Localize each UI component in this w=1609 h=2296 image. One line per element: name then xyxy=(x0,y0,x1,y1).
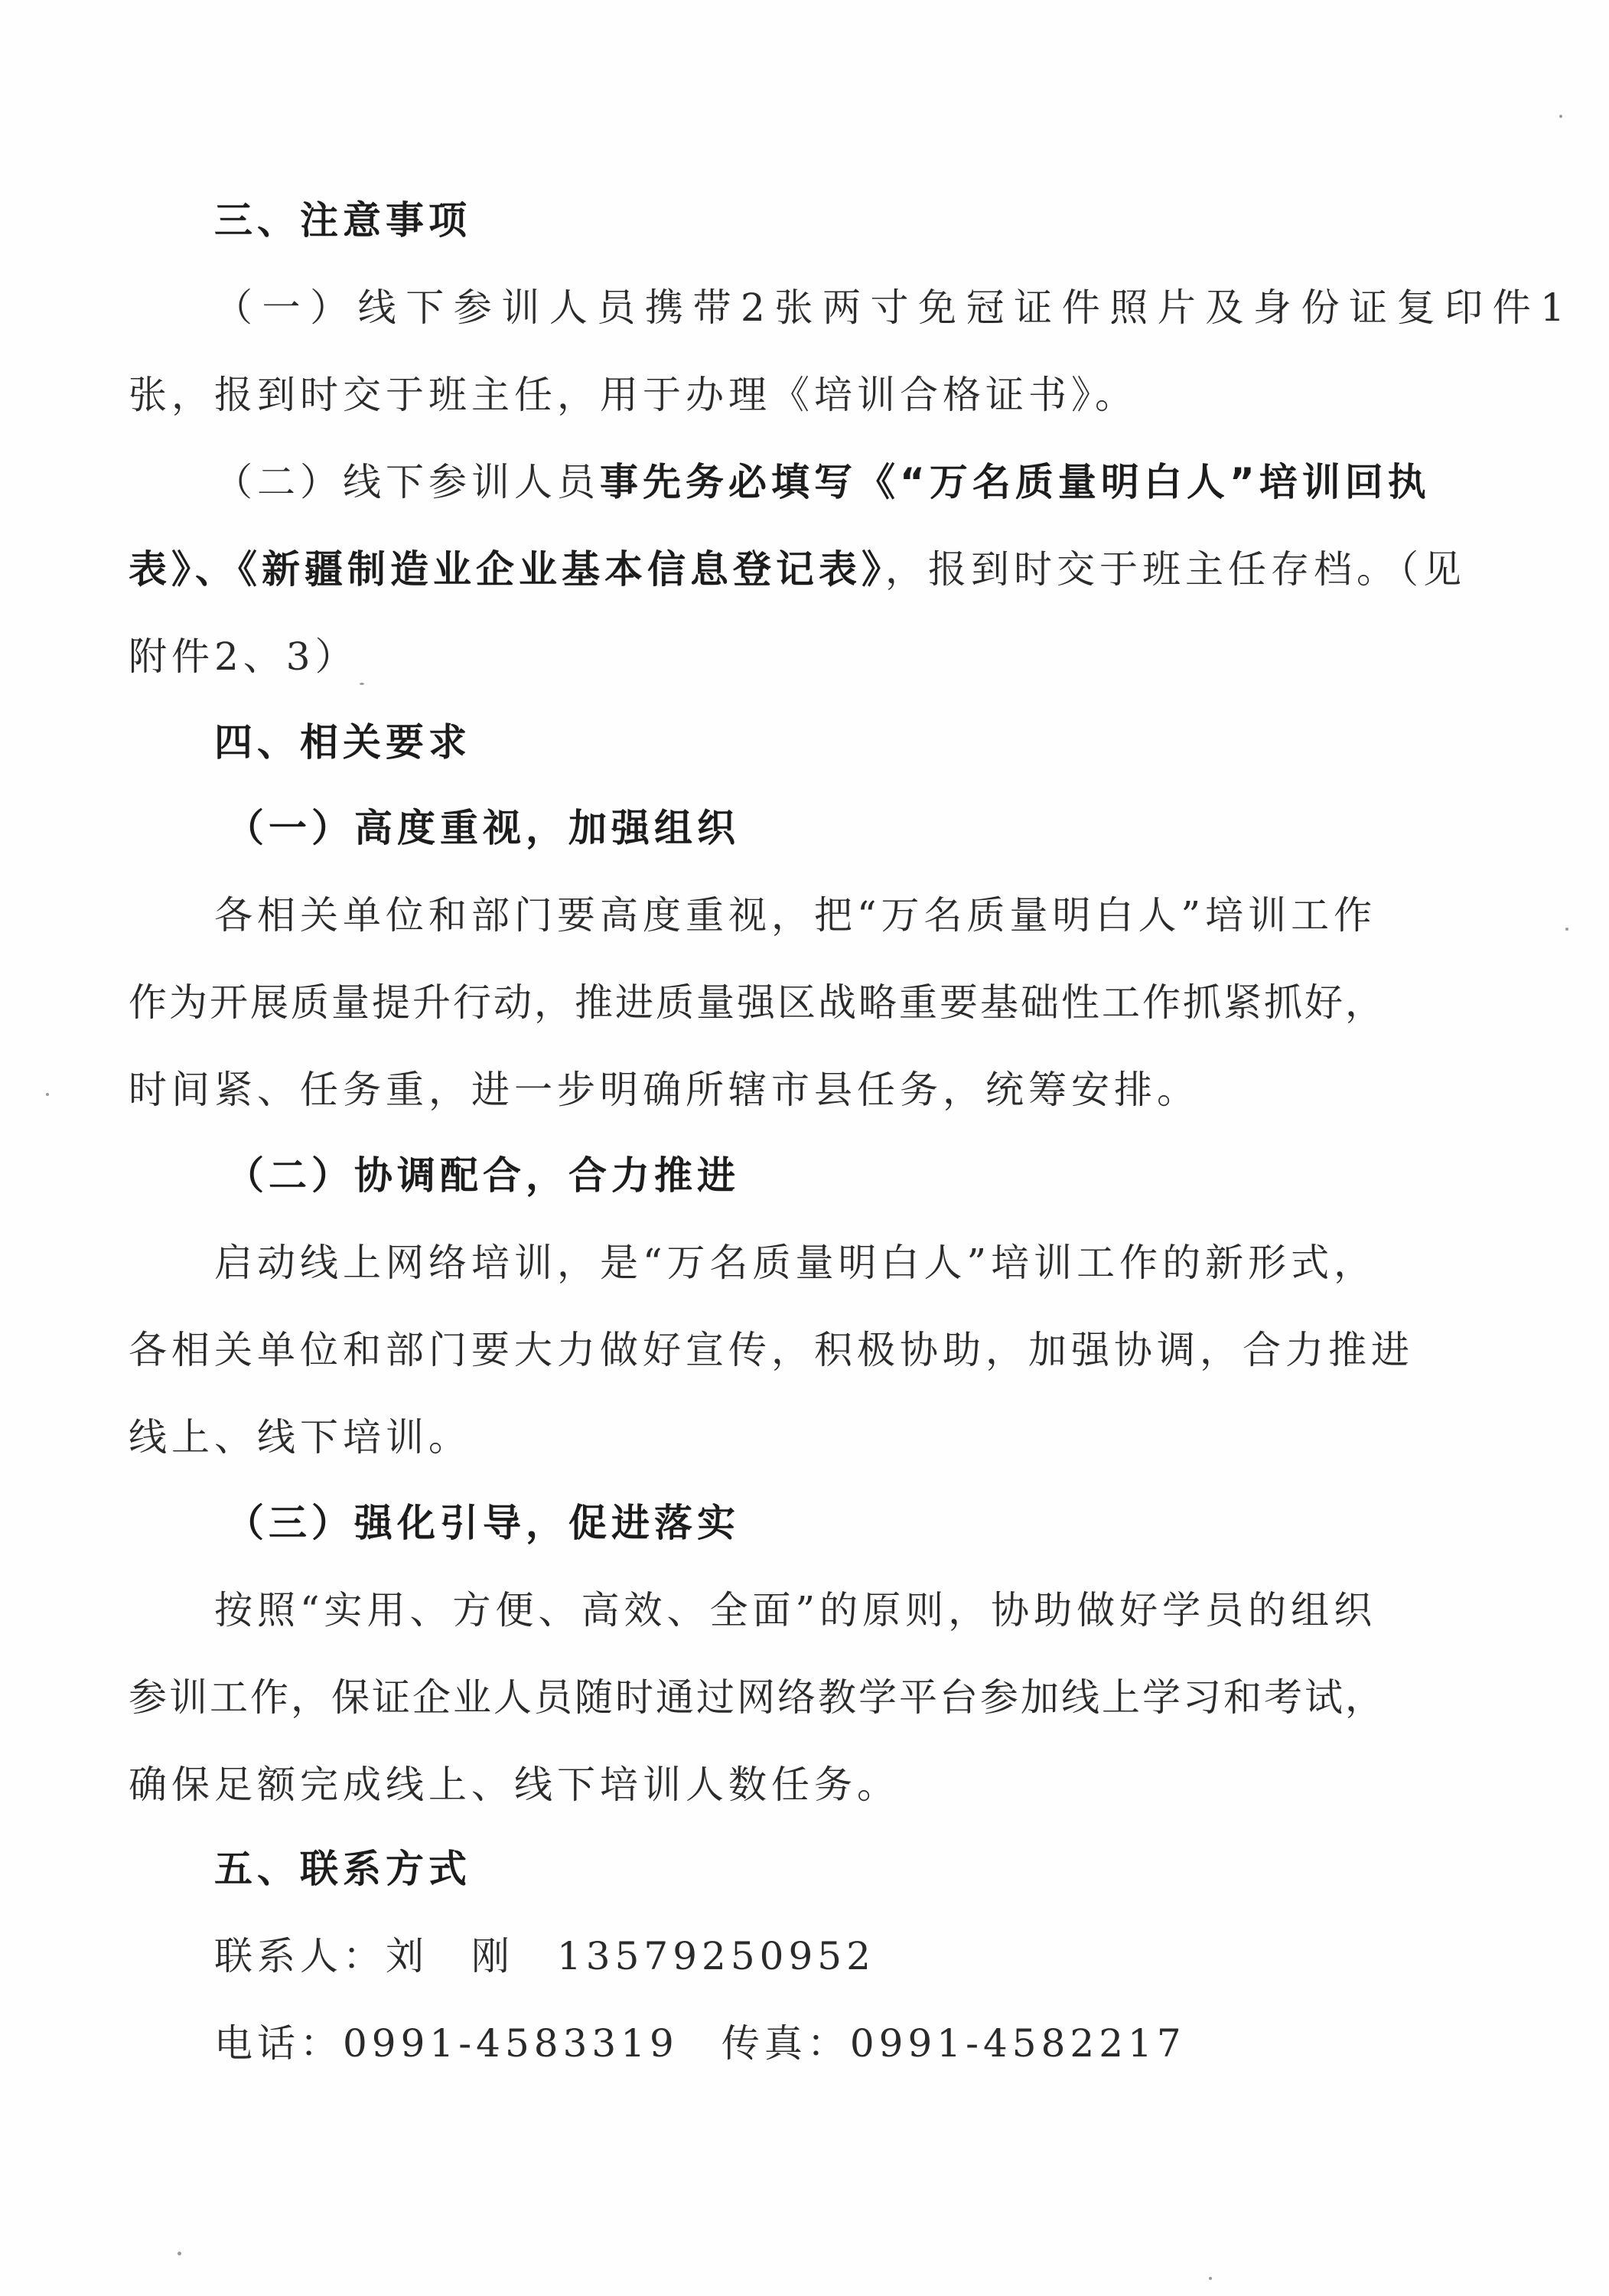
scan-speck xyxy=(46,1093,49,1096)
section-4-sub-3-line-2: 参训工作，保证企业人员随时通过网络教学平台参加线上学习和考试， xyxy=(129,1675,1386,1720)
section-3-item-2-prefix: （二）线下参训人员 xyxy=(214,460,600,504)
scan-speck xyxy=(360,683,364,685)
section-3-item-1-line-1: （一）线下参训人员携带2张两寸免冠证件照片及身份证复印件1 xyxy=(214,285,1565,330)
section-4-sub-2-line-3: 线上、线下培训。 xyxy=(129,1415,471,1459)
section-4-sub-1-line-3: 时间紧、任务重，进一步明确所辖市县任务，统筹安排。 xyxy=(129,1068,1200,1112)
section-4-sub-1-line-2: 作为开展质量提升行动，推进质量强区战略重要基础性工作抓紧抓好， xyxy=(129,980,1386,1025)
section-4-sub-2-line-2: 各相关单位和部门要大力做好宣传，积极协助，加强协调，合力推进 xyxy=(129,1328,1414,1372)
section-4-sub-3-line-1: 按照“实用、方便、高效、全面”的原则，协助做好学员的组织 xyxy=(214,1588,1377,1632)
section-3-item-2-suffix: ，报到时交于班主任存档。（见 xyxy=(885,547,1466,592)
section-4-sub-3-heading: （三）强化引导，促进落实 xyxy=(226,1501,740,1545)
section-4-sub-1-heading: （一）高度重视，加强组织 xyxy=(226,806,740,850)
section-4-sub-3-line-3: 确保足额完成线上、线下培训人数任务。 xyxy=(129,1763,900,1807)
scan-speck xyxy=(1209,2277,1212,2280)
section-4-sub-1-line-1: 各相关单位和部门要高度重视，把“万名质量明白人”培训工作 xyxy=(214,893,1377,938)
scan-speck xyxy=(1565,928,1568,931)
scan-speck xyxy=(1559,115,1562,118)
section-3-item-2-emphasis: 事先务必填写《“万名质量明白人”培训回执 xyxy=(600,460,1431,504)
section-5-heading: 五、联系方式 xyxy=(214,1847,471,1891)
section-3-item-2-line-3: 附件2、3） xyxy=(129,634,358,679)
section-3-item-1-line-2: 张，报到时交于班主任，用于办理《培训合格证书》。 xyxy=(129,373,1138,417)
section-3-heading: 三、注意事项 xyxy=(214,198,471,243)
scan-speck xyxy=(178,2252,181,2255)
section-4-heading: 四、相关要求 xyxy=(214,720,471,765)
section-4-sub-2-heading: （二）协调配合，合力推进 xyxy=(226,1153,740,1198)
contact-person: 联系人：刘 刚 13579250952 xyxy=(214,1934,875,1978)
section-3-item-2-line-1 xyxy=(214,459,1431,505)
section-3-item-2-line-2 xyxy=(129,546,1466,592)
section-3-item-2-forms: 表》、《新疆制造业企业基本信息登记表》 xyxy=(129,547,885,592)
section-4-sub-2-line-1: 启动线上网络培训，是“万名质量明白人”培训工作的新形式， xyxy=(214,1241,1377,1285)
contact-phone-fax: 电话：0991-4583319 传真：0991-4582217 xyxy=(214,2021,1186,2066)
